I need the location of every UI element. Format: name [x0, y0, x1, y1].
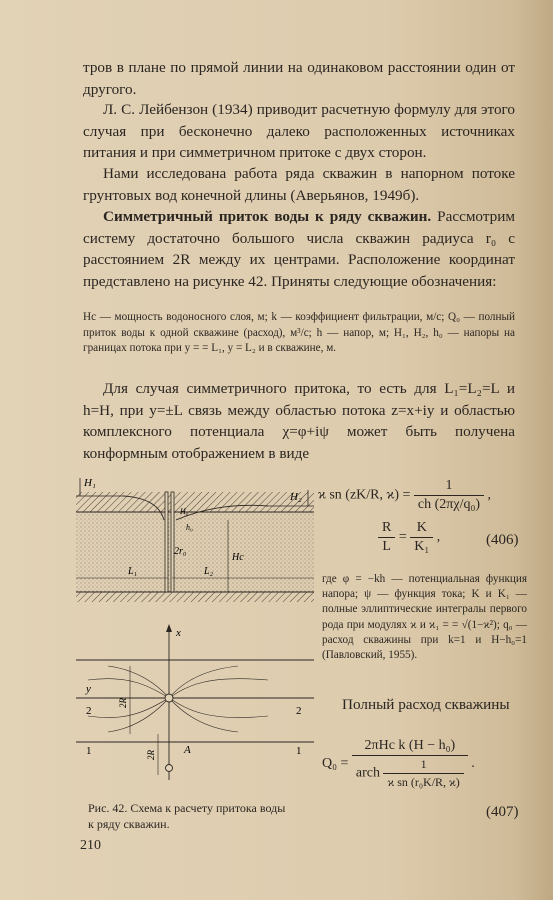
eq1-denominator: ch (2πχ/q₀) — [417, 497, 480, 512]
equation-number-406: (406) — [486, 532, 519, 548]
eq2-equals: = — [398, 529, 407, 545]
equation-number-407: (407) — [486, 804, 519, 820]
paragraph-1: тров в плане по прямой линии на одинаковом расстоянии один от другого. — [83, 59, 515, 98]
eq3-arch: arch — [355, 765, 380, 781]
figure-42 — [68, 470, 322, 800]
eq2-L: L — [382, 539, 391, 554]
paragraph-4 — [83, 206, 515, 292]
eq2-R: R — [378, 520, 395, 538]
lower-confining-layer — [76, 592, 314, 602]
eq2-comma: , — [436, 529, 441, 545]
label-1-right: 1 — [296, 745, 302, 757]
page-number: 210 — [80, 838, 101, 853]
label-y: y — [86, 683, 91, 695]
label-Hc: Hс — [232, 552, 244, 563]
eq2-K: K — [410, 520, 433, 538]
eq3-dot: . — [471, 756, 475, 772]
paragraph-3: Нами исследована работа ряда скважин в напорном потоке грунтовых вод конечной длины (Аверьянов, 1949б). — [83, 165, 515, 204]
figure-caption: Рис. 42. Схема к расчету притока воды к ряду скважин. — [88, 801, 286, 831]
label-H2: H₂ — [290, 491, 302, 503]
eq3-inner-denominator: ϰ sn (r₀K/R, ϰ) — [387, 775, 460, 789]
paragraph-5: Для случая симметричного притока, то есть для L₁=L₂=L и h=H, при y=±L связь между областью потока z=x+iy и областью комплексного потенциала χ=φ+iψ может быть получена конформным отображением в виде — [83, 380, 515, 462]
eq3-left: Q₀ = — [322, 756, 349, 772]
paragraph-4-text: Рассмотрим систему достаточно большого числа скважин радиуса r₀ с расстоянием 2R между их центрами. Расположение координат представлено на рисунке 42. Приняты следующие обозначения: — [83, 208, 515, 290]
label-h0: h₀ — [186, 523, 193, 532]
where-clause: где φ = −kh — потенциальная функция напора; ψ — функция тока; K и K₁ — полные эллиптические интегралы первого рода при модулях ϰ и ϰ₁ = = √(1−ϰ²); q₀ — расход скважины при k=1 и H−h₀=1 (Павловский, 1955). — [322, 573, 527, 662]
label-2R-upper: 2R — [118, 698, 128, 708]
equation-406a — [318, 478, 491, 513]
paragraph-6: Полный расход скважины — [342, 696, 510, 713]
equation-407 — [322, 738, 475, 790]
eq1-numerator: 1 — [414, 478, 484, 496]
eq3-numerator: 2πHс k (H − h₀) — [352, 738, 468, 756]
label-A: A — [184, 744, 191, 756]
label-L1: L₁ — [128, 566, 138, 577]
paragraph-2: Л. С. Лейбензон (1934) приводит расчетную формулу для этого случая при бесконечно далеко расположенных источниках питания и при симметричном притоке с двух сторон. — [83, 101, 515, 162]
eq2-K1: K₁ — [414, 539, 430, 554]
label-2-left: 2 — [86, 705, 92, 717]
cross-section-drawing — [76, 477, 314, 602]
eq1-comma: , — [487, 487, 491, 503]
label-H0: H₀ — [180, 507, 189, 516]
section-heading: Симметричный приток воды к ряду скважин. — [103, 208, 432, 225]
label-x: x — [176, 627, 181, 639]
upper-confining-layer — [76, 492, 314, 512]
equation-406b — [378, 520, 440, 555]
label-2-right: 2 — [296, 705, 302, 717]
label-r0: 2r₀ — [174, 546, 187, 557]
notation-list: Hс — мощность водоносного слоя, м; k — коэффициент фильтрации, м/с; Q₀ — полный приток воды к одной скважине (расход), м³/с; h — напор, м; H₁, H₂, h₀ — напоры на границах потока при y = = L₁, y = L₂ и в скважине, м. — [83, 311, 515, 354]
eq3-inner-numerator: 1 — [383, 757, 463, 774]
aquifer-layer — [76, 512, 314, 592]
label-H1: H₁ — [84, 477, 96, 489]
label-1-left: 1 — [86, 745, 92, 757]
label-L2: L₂ — [204, 566, 214, 577]
eq1-left: ϰ sn (zK/R, ϰ) = — [318, 487, 411, 503]
label-2R-lower: 2R — [146, 750, 156, 760]
plan-view-drawing — [76, 624, 314, 780]
